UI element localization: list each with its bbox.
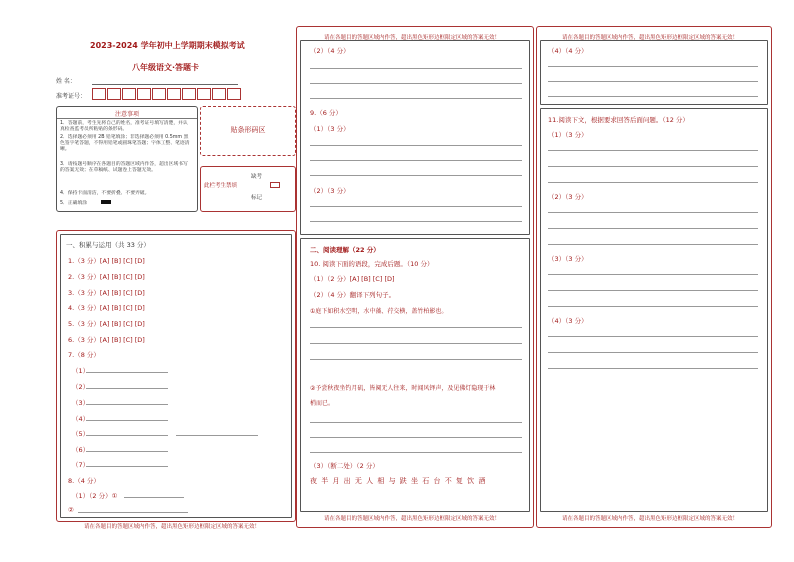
q7-sub-4: （4） bbox=[72, 415, 90, 423]
col3-line-2[interactable] bbox=[548, 81, 758, 82]
absent-label: 缺考 bbox=[251, 174, 263, 180]
q10-sub-1[interactable]: （1）（2 分）[A] [B] [C] [D] bbox=[310, 275, 395, 283]
barcode-label: 贴条形码区 bbox=[230, 126, 266, 134]
q7-answer-line-2[interactable] bbox=[86, 388, 168, 389]
q10-sentence-1: ①庭下如积水空明，水中藻、荇交横，盖竹柏影也。 bbox=[310, 308, 448, 315]
name-label: 姓 名： bbox=[56, 78, 76, 85]
q11-sub-2: （2）（3 分） bbox=[548, 193, 588, 201]
barcode-area bbox=[200, 106, 296, 156]
q11-sub-1: （1）（3 分） bbox=[548, 131, 588, 139]
q9-sub-2: （2）（3 分） bbox=[310, 187, 350, 195]
col3-q-cont: （4）（4 分） bbox=[548, 47, 588, 55]
q7-label: 7.（8 分） bbox=[68, 351, 100, 359]
q10-sentence-2: ②予尝秋夜坐钓月矶，皆阒无人往来，时闻风铎声，及见佛灯隐现于林 bbox=[310, 385, 496, 392]
q7-answer-line-3[interactable] bbox=[86, 404, 168, 405]
q11-line-6[interactable] bbox=[548, 244, 758, 245]
q8-sub-2: ② bbox=[68, 506, 74, 514]
col2-line-3[interactable] bbox=[310, 98, 522, 99]
exam-title: 2023-2024 学年初中上学期期末模拟考试 bbox=[90, 41, 245, 50]
notice-1: 1．答题前，考生先将自己的姓名，准考证号填写清楚，并认真检查监考员所粘贴的条形码。 bbox=[60, 121, 188, 133]
col3-inner-bottom bbox=[540, 108, 768, 512]
q11-sub-3: （3）（3 分） bbox=[548, 255, 588, 263]
q11-line-5[interactable] bbox=[548, 228, 758, 229]
q9-line-5[interactable] bbox=[310, 221, 522, 222]
q7-sub-3: （3） bbox=[72, 399, 90, 407]
q9-line-2[interactable] bbox=[310, 160, 522, 161]
col3-line-1[interactable] bbox=[548, 66, 758, 67]
col2-q-cont: （2）（4 分） bbox=[310, 47, 350, 55]
absent-mark-label: 标记 bbox=[251, 195, 263, 201]
q8-sub-1: （1）（2 分）① bbox=[72, 492, 118, 500]
col1-footer-warning: 请在各题目的答题区域内作答，超出黑色矩形边框限定区域的答案无效！ bbox=[84, 524, 261, 530]
section1-title: 一、积累与运用（共 33 分） bbox=[66, 241, 150, 249]
choice-item-3[interactable]: 3.（3 分）[A] [B] [C] [D] bbox=[68, 289, 145, 297]
q10-label: 10. 阅读下面的语段，完成后题。（10 分） bbox=[310, 260, 434, 268]
q7-sub-5: （5） bbox=[72, 430, 90, 438]
col2-top-warning: 请在各题目的答题区域内作答，超出黑色矩形边框限定区域的答案无效！ bbox=[324, 35, 501, 41]
col3-line-3[interactable] bbox=[548, 96, 758, 97]
choice-item-1[interactable]: 1.（3 分）[A] [B] [C] [D] bbox=[68, 257, 145, 265]
q10-line-6[interactable] bbox=[310, 452, 522, 453]
q11-sub-4: （4）（3 分） bbox=[548, 317, 588, 325]
q7-sub-2: （2） bbox=[72, 383, 90, 391]
notice-box bbox=[56, 106, 198, 212]
absent-checkbox[interactable] bbox=[270, 182, 280, 188]
notice-title: 注意事项 bbox=[114, 111, 139, 118]
notice-3: 3．请按题号顺序在各题目的答题区域内作答，超出区域书写的答案无效；在草稿纸、试题卷上答题无效。 bbox=[60, 162, 188, 174]
q11-line-11[interactable] bbox=[548, 352, 758, 353]
q9-label: 9.（6 分） bbox=[310, 109, 342, 117]
q10-chars[interactable]: 夜 半 月 出 无 人 相 与 趺 坐 石 台 不 复 饮 酒 bbox=[310, 477, 487, 485]
col3-top-warning: 请在各题目的答题区域内作答，超出黑色矩形边框限定区域的答案无效！ bbox=[562, 35, 739, 41]
q9-line-4[interactable] bbox=[310, 206, 522, 207]
q11-line-2[interactable] bbox=[548, 166, 758, 167]
q10-line-5[interactable] bbox=[310, 437, 522, 438]
choice-item-4[interactable]: 4.（3 分）[A] [B] [C] [D] bbox=[68, 304, 145, 312]
absent-box bbox=[200, 166, 296, 212]
q7-answer-line-7[interactable] bbox=[86, 466, 168, 467]
q11-line-9[interactable] bbox=[548, 306, 758, 307]
q9-line-1[interactable] bbox=[310, 145, 522, 146]
q7-answer-line-4[interactable] bbox=[86, 420, 168, 421]
col2-line-2[interactable] bbox=[310, 83, 522, 84]
exam-subtitle: 八年级语文·答题卡 bbox=[132, 63, 200, 72]
q11-line-1[interactable] bbox=[548, 150, 758, 151]
q8-answer-line-1[interactable] bbox=[124, 497, 184, 498]
q7-answer-line-1[interactable] bbox=[86, 372, 168, 373]
col2-line-1[interactable] bbox=[310, 68, 522, 69]
q11-line-3[interactable] bbox=[548, 182, 758, 183]
q11-line-4[interactable] bbox=[548, 212, 758, 213]
q10-sentence-2b: 梢而已。 bbox=[310, 400, 335, 407]
q10-line-3[interactable] bbox=[310, 359, 522, 360]
col2-bottom-warning: 请在各题目的答题区域内作答，超出黑色矩形边框限定区域的答案无效！ bbox=[324, 516, 501, 522]
q11-line-7[interactable] bbox=[548, 274, 758, 275]
q10-line-4[interactable] bbox=[310, 422, 522, 423]
q7-sub-7: （7） bbox=[72, 461, 90, 469]
q7-sub-6: （6） bbox=[72, 446, 90, 454]
notice-2: 2．选择题必须用 2B 铅笔填涂；非选择题必须用 0.5mm 黑色签字笔答题，不得用铅笔或圆珠笔答题；字体工整、笔迹清晰。 bbox=[60, 135, 190, 153]
choice-item-2[interactable]: 2.（3 分）[A] [B] [C] [D] bbox=[68, 273, 145, 281]
notice-4: 4．保持卡面清洁，不要折叠、不要弄破。 bbox=[60, 191, 150, 196]
q8-label: 8.（4 分） bbox=[68, 477, 100, 485]
q10-sub-2: （2）（4 分）翻译下列句子。 bbox=[310, 291, 396, 299]
q11-line-8[interactable] bbox=[548, 290, 758, 291]
q7-answer-line-6[interactable] bbox=[86, 451, 168, 452]
fill-example-mark bbox=[101, 200, 111, 204]
q11-line-12[interactable] bbox=[548, 368, 758, 369]
q7-answer-line-5b[interactable] bbox=[176, 435, 258, 436]
choice-item-5[interactable]: 5.（3 分）[A] [B] [C] [D] bbox=[68, 320, 145, 328]
q11-label: 11.阅读下文，根据要求回答后面问题。（12 分） bbox=[548, 116, 689, 124]
absent-note: 此栏考生禁填 bbox=[204, 183, 238, 189]
q8-answer-line-2[interactable] bbox=[78, 512, 188, 513]
q10-line-2[interactable] bbox=[310, 343, 522, 344]
id-label: 准考证号： bbox=[56, 93, 87, 100]
q10-line-1[interactable] bbox=[310, 327, 522, 328]
q9-sub-1: （1）（3 分） bbox=[310, 125, 350, 133]
section2-title: 二、阅读理解（22 分） bbox=[310, 246, 380, 254]
choice-item-6[interactable]: 6.（3 分）[A] [B] [C] [D] bbox=[68, 336, 145, 344]
q7-sub-1: （1） bbox=[72, 367, 90, 375]
q7-answer-line-5[interactable] bbox=[86, 435, 168, 436]
q9-line-3[interactable] bbox=[310, 175, 522, 176]
notice-5: 5．正确填涂 bbox=[60, 201, 88, 206]
name-field[interactable] bbox=[92, 84, 238, 85]
col3-bottom-warning: 请在各题目的答题区域内作答，超出黑色矩形边框限定区域的答案无效！ bbox=[562, 516, 739, 522]
q11-line-10[interactable] bbox=[548, 336, 758, 337]
q10-sub-3: （3）（断二处）（2 分） bbox=[310, 462, 379, 470]
